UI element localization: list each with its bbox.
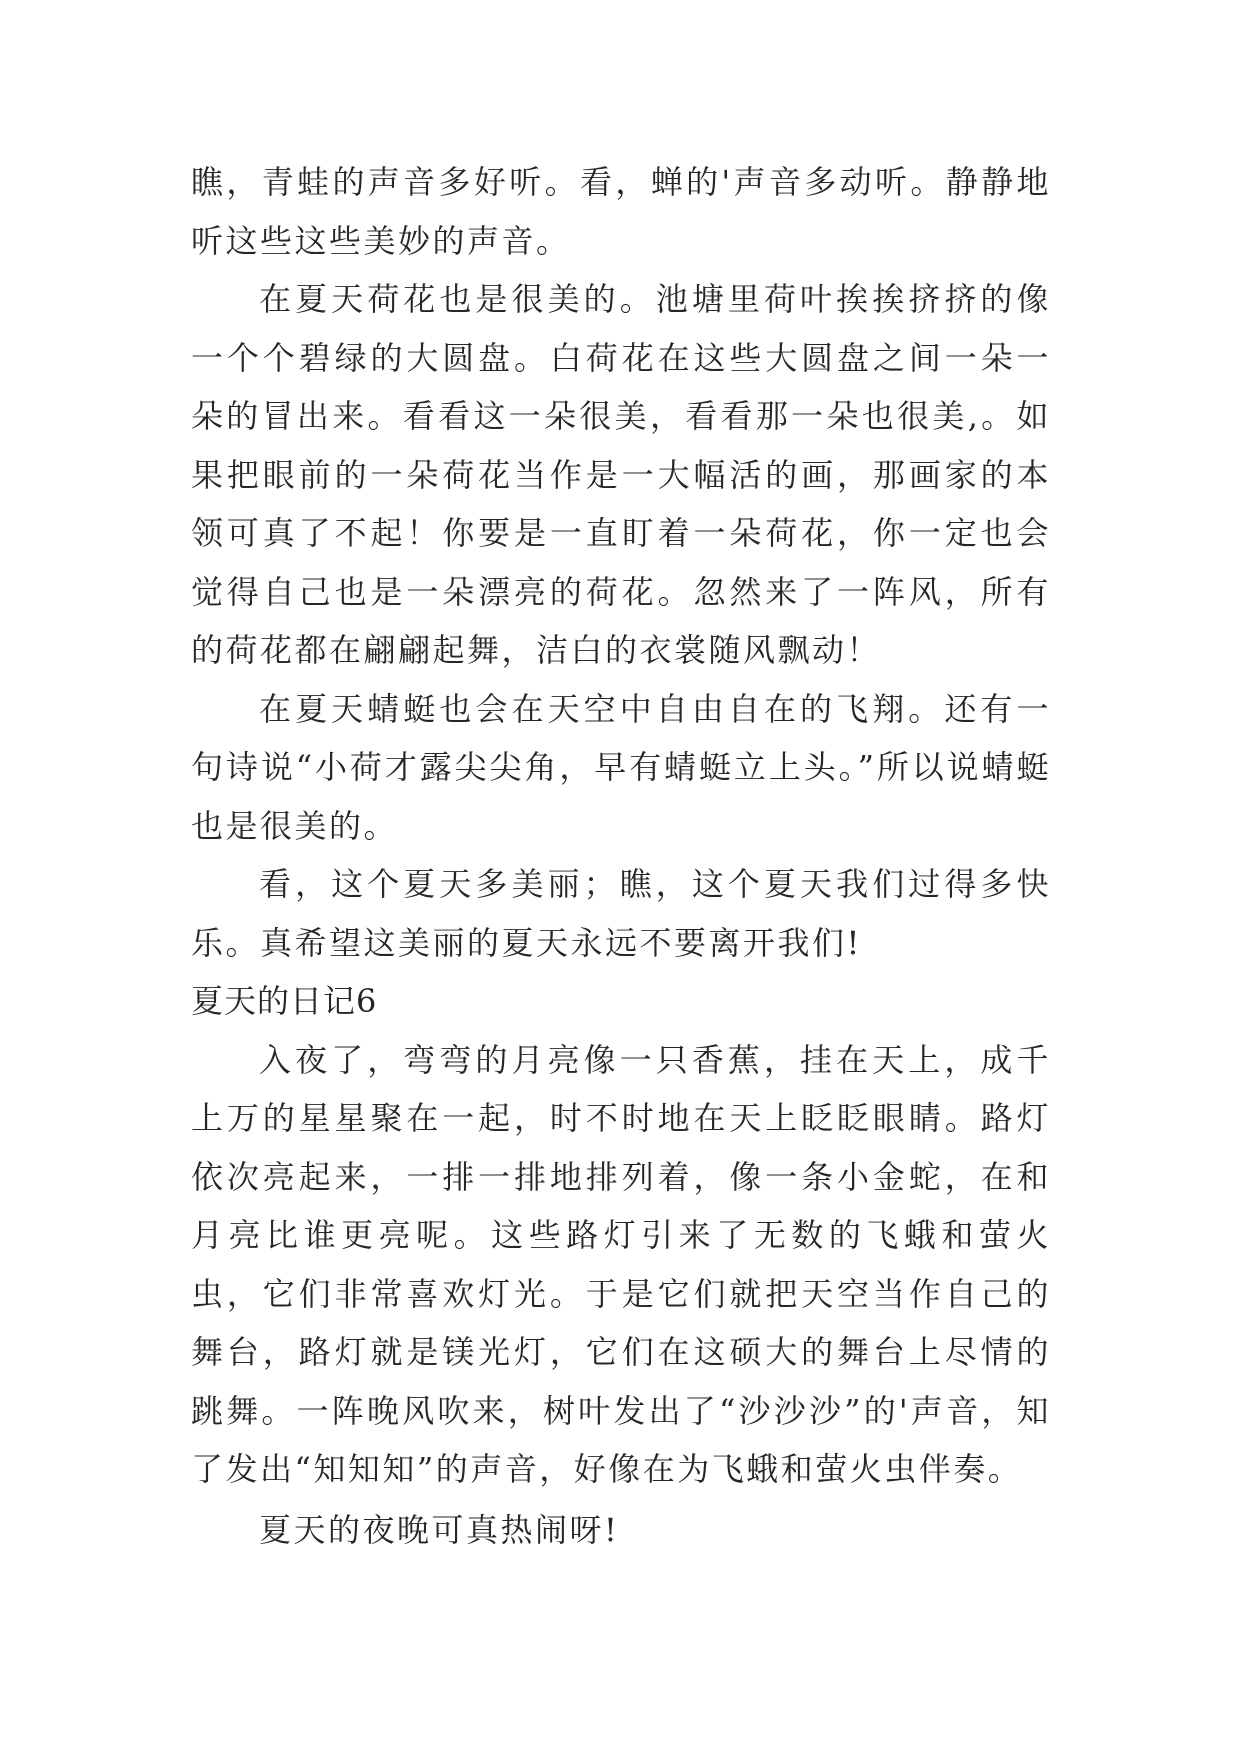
paragraph-summer-happy: 看，这个夏天多美丽；瞧，这个夏天我们过得多快乐。真希望这美丽的夏天永远不要离开我们! — [191, 865, 1051, 962]
paragraph-night: 入夜了，弯弯的月亮像一只香蕉，挂在天上，成千上万的星星聚在一起，时不时地在天上眨眨眼睛。路灯依次亮起来，一排一排地排列着，像一条小金蛇，在和月亮比谁更亮呢。这些路灯引来了无数的飞蛾和萤火虫，它们非常喜欢灯光。于是它们就把天空当作自己的舞台，路灯就是镁光灯，它们在这硕大的舞台上尽情的跳舞。一阵晚风吹来，树叶发出了“沙沙沙”的'声音，知了发出“知知知”的声音，好像在为飞蛾和萤火虫伴奏。 — [191, 1040, 1051, 1488]
paragraph-lively-night: 夏天的夜晚可真热闹呀! — [259, 1510, 620, 1549]
diary-heading: 夏天的日记6 — [191, 982, 378, 1020]
document-body — [191, 153, 1051, 1559]
paragraph-dragonfly: 在夏天蜻蜓也会在天空中自由自在的飞翔。还有一句诗说“小荷才露尖尖角，早有蜻蜓立上头。”所以说蜻蜓也是很美的。 — [191, 689, 1051, 845]
paragraph-sounds: 瞧，青蛙的声音多好听。看，蝉的'声音多动听。静静地听这些这些美妙的声音。 — [191, 163, 1051, 260]
paragraph-lotus: 在夏天荷花也是很美的。池塘里荷叶挨挨挤挤的像一个个碧绿的大圆盘。白荷花在这些大圆盘之间一朵一朵的冒出来。看看这一朵很美，看看那一朵也很美,。如果把眼前的一朵荷花当作是一大幅活的画，那画家的本领可真了不起！你要是一直盯着一朵荷花，你一定也会觉得自己也是一朵漂亮的荷花。忽然来了一阵风，所有的荷花都在翩翩起舞，洁白的衣裳随风飘动！ — [191, 280, 1051, 669]
